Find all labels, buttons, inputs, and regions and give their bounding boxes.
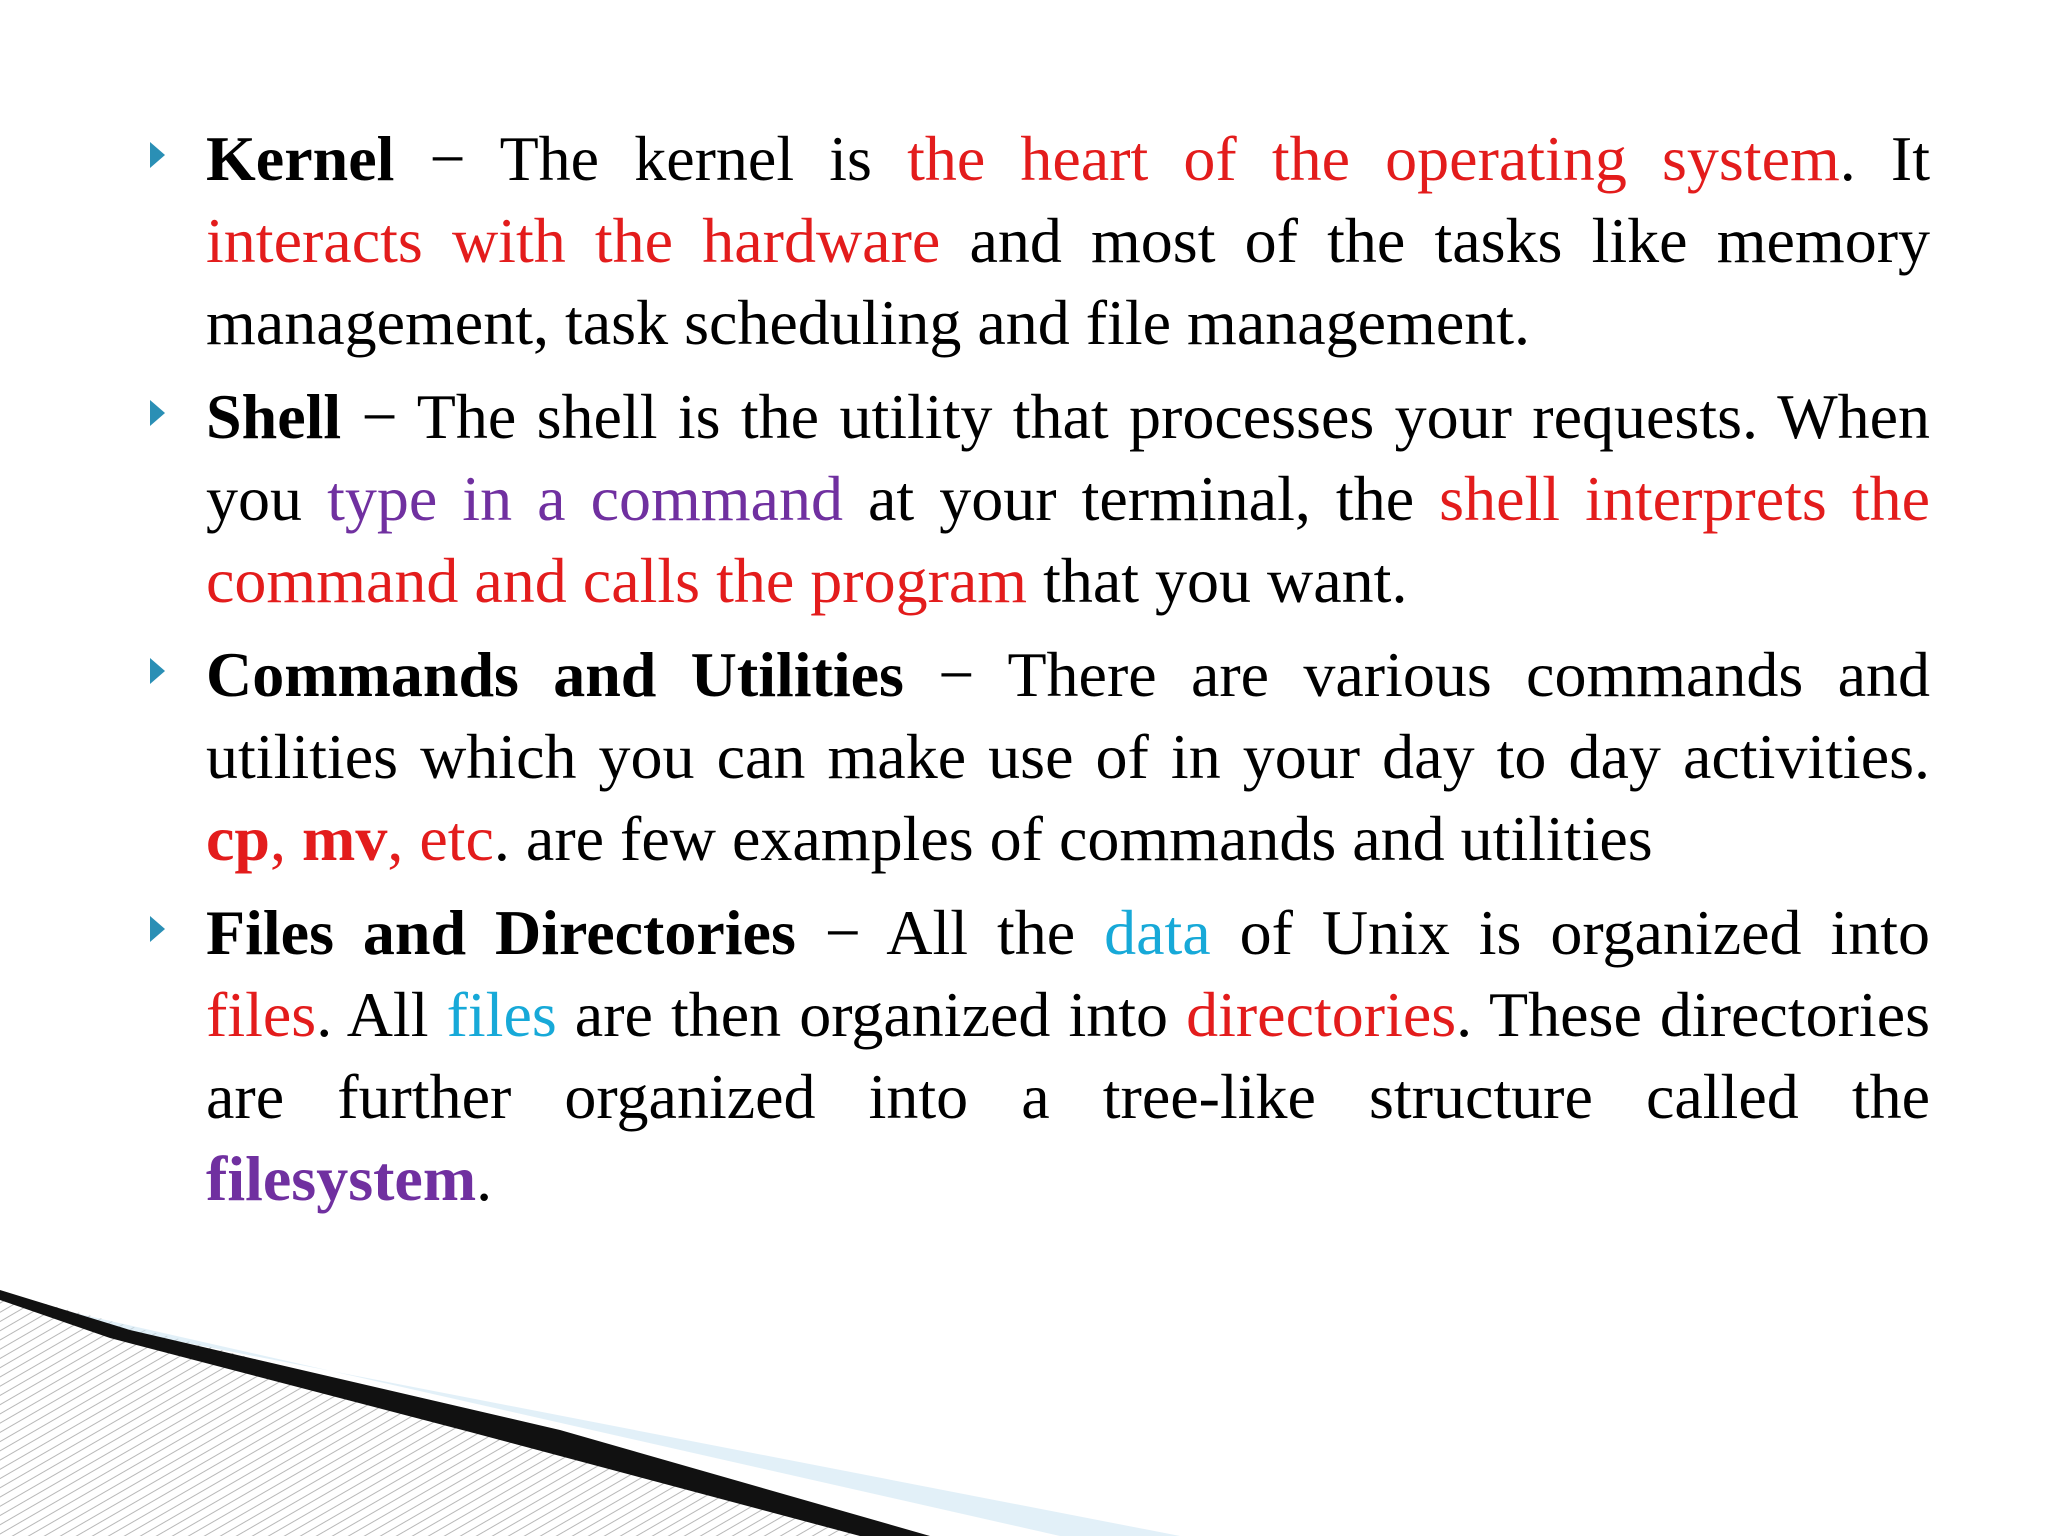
- separator-text: ,: [270, 803, 302, 874]
- body-text: of Unix is organized into: [1210, 897, 1931, 968]
- body-text: . It: [1839, 123, 1931, 194]
- highlight-text: filesystem: [206, 1143, 477, 1214]
- highlight-text: data: [1104, 897, 1211, 968]
- body-text: and most of the tasks like memory management, task scheduling and file management.: [206, 205, 1930, 358]
- highlight-text: interacts with the hardware: [206, 205, 941, 276]
- command-mv: mv: [302, 803, 388, 874]
- triangle-right-icon: [150, 658, 165, 684]
- light-blue-stripe: [0, 1296, 1180, 1536]
- body-text: . are few examples of commands and utilities: [493, 803, 1653, 874]
- body-text: − All the: [795, 897, 1105, 968]
- bullet-list: [206, 118, 1930, 1232]
- highlight-text: type in a command: [327, 463, 843, 534]
- hatched-corner-band: [0, 1292, 930, 1536]
- term-kernel: Kernel: [206, 123, 395, 194]
- highlight-text: directories: [1186, 979, 1457, 1050]
- dark-wedge-stripe: [0, 1290, 930, 1536]
- body-text: at your terminal, the: [842, 463, 1440, 534]
- highlight-text: the heart of the operating system: [907, 123, 1840, 194]
- bullet-files-and-directories: [206, 892, 1930, 1220]
- body-text: − The shell is the utility that processes your requests. When you: [206, 381, 1930, 534]
- body-text: − There are various commands and utilities which you can make use of in your day to day activities.: [206, 639, 1931, 792]
- body-text: .: [476, 1143, 493, 1214]
- separator-text: ,: [387, 803, 420, 874]
- body-text: are then organized into: [556, 979, 1187, 1050]
- highlight-text: etc: [419, 803, 494, 874]
- term-commands-and-utilities: Commands and Utilities: [206, 639, 904, 710]
- bullet-commands-and-utilities: [206, 634, 1930, 880]
- body-text: . These directories are further organized into a tree-like structure called the: [206, 979, 1931, 1132]
- triangle-right-icon: [150, 400, 165, 426]
- triangle-right-icon: [150, 142, 165, 168]
- term-shell: Shell: [206, 381, 342, 452]
- command-cp: cp: [206, 803, 270, 874]
- term-files-and-directories: Files and Directories: [206, 897, 796, 968]
- body-text: that you want.: [1027, 545, 1408, 616]
- bullet-shell: [206, 376, 1930, 622]
- body-text: − The kernel is: [394, 123, 908, 194]
- highlight-text: shell interprets the command and calls the program: [206, 463, 1931, 616]
- bullet-kernel: [206, 118, 1930, 364]
- highlight-text: files: [206, 979, 317, 1050]
- highlight-text: files: [446, 979, 557, 1050]
- triangle-right-icon: [150, 916, 165, 942]
- body-text: . All: [316, 979, 447, 1050]
